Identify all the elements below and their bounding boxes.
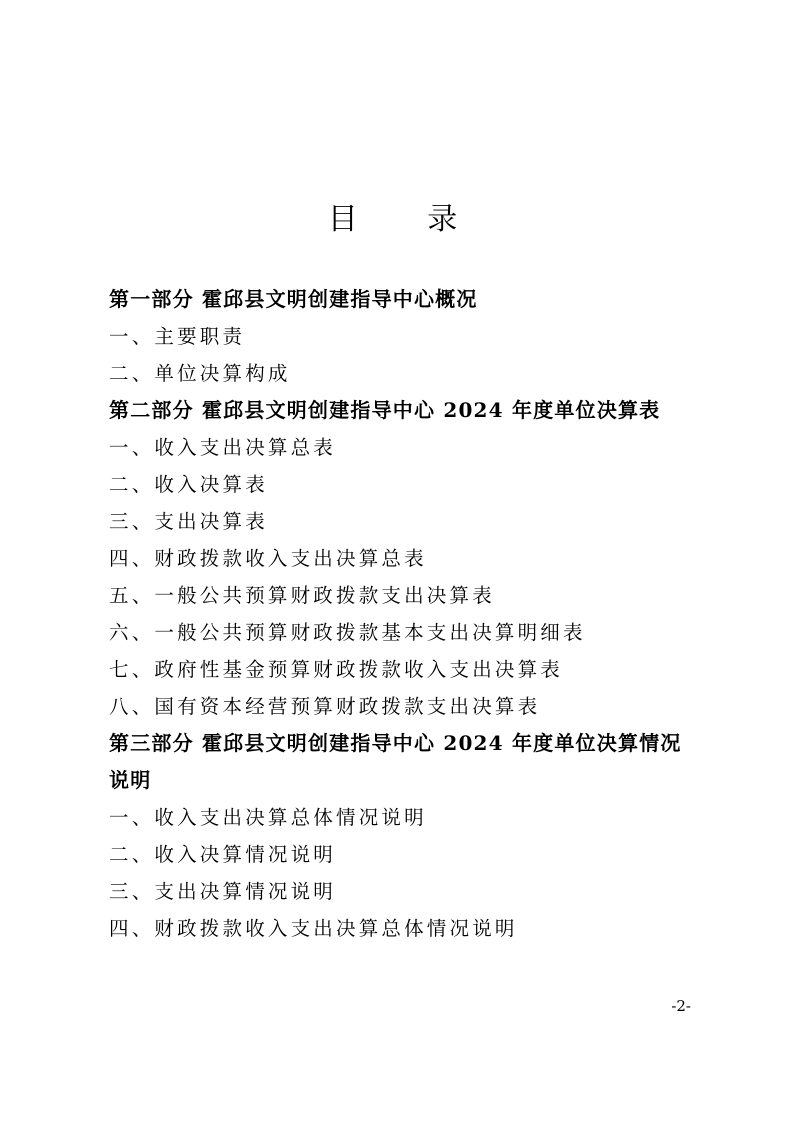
toc-item: 四、财政拨款收入支出决算总体情况说明 — [109, 917, 518, 940]
toc-item: 八、国有资本经营预算财政拨款支出决算表 — [109, 695, 541, 718]
toc-item: 二、收入决算情况说明 — [109, 843, 337, 866]
toc-item: 三、支出决算情况说明 — [109, 880, 337, 903]
toc-part-2: 第二部分 霍邱县文明创建指导中心 2024 年度单位决算表 — [109, 398, 661, 422]
toc-item: 一、收入支出决算总表 — [109, 436, 337, 459]
toc-item: 七、政府性基金预算财政拨款收入支出决算表 — [109, 658, 564, 681]
toc-part-1: 第一部分 霍邱县文明创建指导中心概况 — [109, 287, 478, 311]
toc-title: 目 录 — [327, 202, 488, 237]
toc-item: 二、单位决算构成 — [109, 362, 291, 385]
toc-part-3: 第三部分 霍邱县文明创建指导中心 2024 年度单位决算情况说明 — [109, 731, 682, 792]
toc-item: 二、收入决算表 — [109, 473, 268, 496]
toc-item: 五、一般公共预算财政拨款支出决算表 — [109, 584, 495, 607]
toc-item: 一、主要职责 — [109, 325, 246, 348]
table-of-contents — [109, 281, 699, 947]
toc-item: 一、收入支出决算总体情况说明 — [109, 806, 427, 829]
toc-item: 四、财政拨款收入支出决算总表 — [109, 547, 427, 570]
page-number: -2- — [671, 997, 691, 1015]
toc-item: 三、支出决算表 — [109, 510, 268, 533]
toc-item: 六、一般公共预算财政拨款基本支出决算明细表 — [109, 621, 586, 644]
